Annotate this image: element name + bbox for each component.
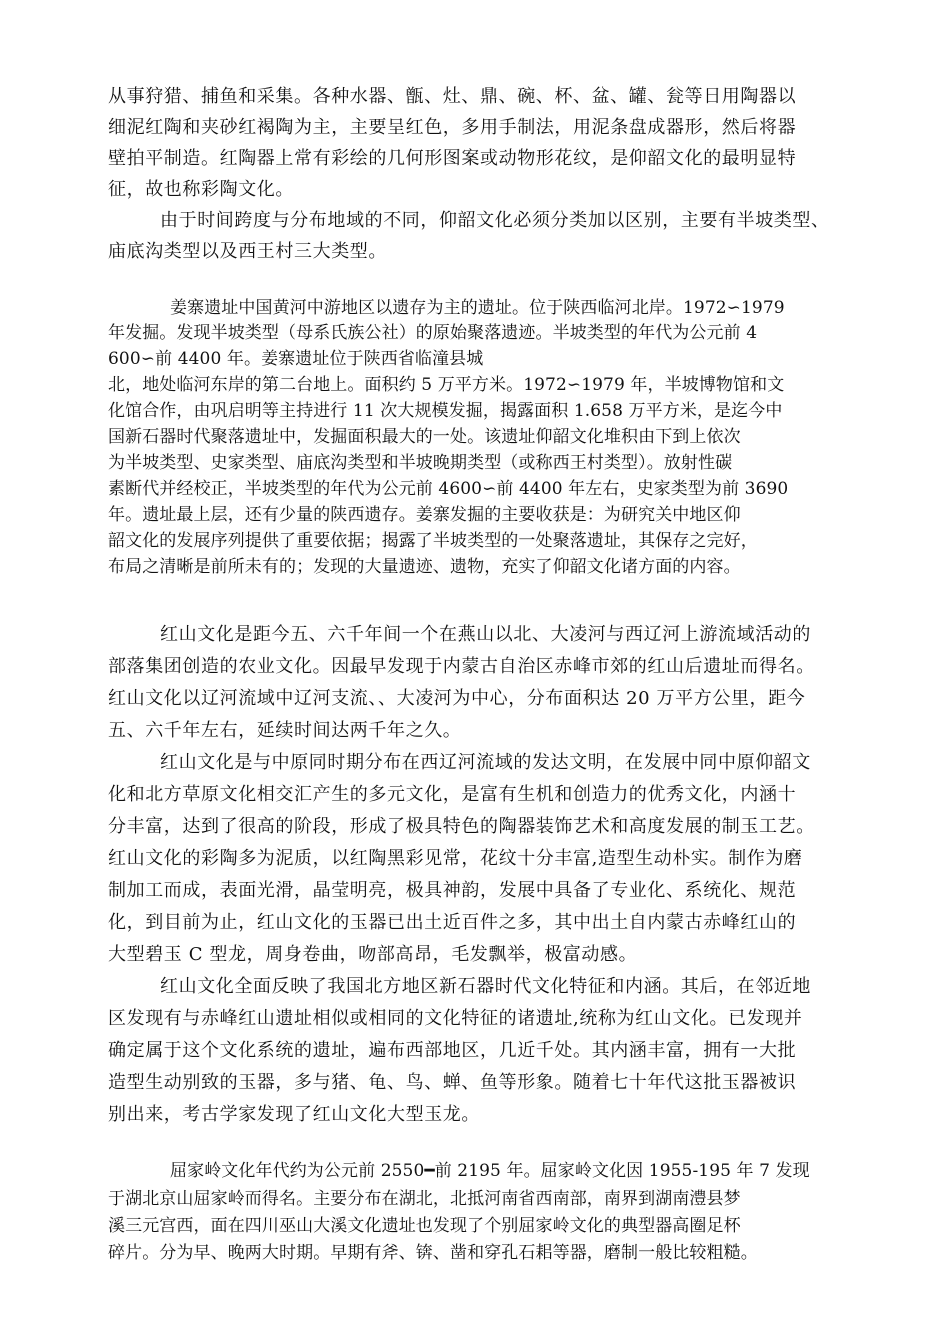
text-line: 细泥红陶和夹砂红褐陶为主，主要呈红色，多用手制法，用泥条盘成器形，然后将器 bbox=[108, 117, 797, 138]
text-line: 红山文化是与中原同时期分布在西辽河流域的发达文明，在发展中同中原仰韶文 bbox=[160, 752, 811, 773]
text-line: 确定属于这个文化系统的遗址，遍布西部地区，几近千处。其内涵丰富，拥有一大批 bbox=[108, 1040, 797, 1061]
text-line: 由于时间跨度与分布地域的不同，仰韶文化必须分类加以区别，主要有半坡类型、 bbox=[160, 210, 830, 231]
text-line: 红山文化是距今五、六千年间一个在燕山以北、大凌河与西辽河上游流域活动的 bbox=[160, 624, 811, 645]
text-line: 化，到目前为止，红山文化的玉器已出土近百件之多，其中出土自内蒙古赤峰红山的 bbox=[108, 912, 797, 933]
text-line: 溪三元宫西，面在四川巫山大溪文化遗址也发现了个别屈家岭文化的典型器高圈足杯 bbox=[108, 1216, 741, 1236]
text-line: 造型生动别致的玉器，多与猪、龟、鸟、蝉、鱼等形象。随着七十年代这批玉器被识 bbox=[108, 1072, 797, 1093]
text-line: 化和北方草原文化相交汇产生的多元文化，是富有生机和创造力的优秀文化，内涵十 bbox=[108, 784, 797, 805]
text-line: 区发现有与赤峰红山遗址相似或相同的文化特征的诸遗址,统称为红山文化。已发现并 bbox=[108, 1008, 803, 1029]
text-line: 姜寨遗址中国黄河中游地区以遗存为主的遗址。位于陕西临河北岸。1972∽1979 bbox=[170, 298, 785, 318]
text-line: 大型碧玉 C 型龙，周身卷曲，吻部高昂，毛发飘举，极富动感。 bbox=[108, 944, 638, 965]
text-line: 红山文化的彩陶多为泥质，以红陶黑彩见常，花纹十分丰富,造型生动朴实。制作为磨 bbox=[108, 848, 803, 869]
text-line: 韶文化的发展序列提供了重要依据；揭露了半坡类型的一处聚落遗址，其保存之完好， bbox=[108, 531, 758, 551]
text-line: 分丰富，达到了很高的阶段，形成了极具特色的陶器装饰艺术和高度发展的制玉工艺。 bbox=[108, 816, 815, 837]
text-line: 布局之清晰是前所未有的；发现的大量遗迹、遗物，充实了仰韶文化诸方面的内容。 bbox=[108, 557, 741, 577]
text-line: 为半坡类型、史家类型、庙底沟类型和半坡晚期类型（或称西王村类型）。放射性碳 bbox=[108, 453, 733, 473]
text-line: 化馆合作，由巩启明等主持进行 11 次大规模发掘，揭露面积 1.658 万平方米，是迄今中 bbox=[108, 401, 783, 421]
text-line: 年发掘。发现半坡类型（母系氏族公社）的原始聚落遗迹。半坡类型的年代为公元前 4 bbox=[108, 323, 758, 343]
text-line: 红山文化以辽河流域中辽河支流、、大凌河为中心，分布面积达 20 万平方公里，距今 bbox=[108, 688, 806, 709]
text-line: 五、六千年左右，延续时间达两千年之久。 bbox=[108, 720, 462, 741]
text-line: 壁拍平制造。红陶器上常有彩绘的几何形图案或动物形花纹，是仰韶文化的最明显特 bbox=[108, 148, 797, 169]
text-line: 于湖北京山屈家岭而得名。主要分布在湖北，北抵河南省西南部，南界到湖南澧县梦 bbox=[108, 1189, 741, 1209]
text-line: 600∽前 4400 年。姜寨遗址位于陕西省临潼县城 bbox=[108, 349, 484, 369]
text-line: 碎片。分为早、晚两大时期。早期有斧、锛、凿和穿孔石耜等器，磨制一般比较粗糙。 bbox=[108, 1243, 758, 1263]
text-line: 制加工而成，表面光滑，晶莹明亮，极具神韵，发展中具备了专业化、系统化、规范 bbox=[108, 880, 797, 901]
text-line: 部落集团创造的农业文化。因最早发现于内蒙古自治区赤峰市郊的红山后遗址而得名。 bbox=[108, 656, 815, 677]
text-line: 年。遗址最上层，还有少量的陕西遗存。姜寨发掘的主要收获是：为研究关中地区仰 bbox=[108, 505, 741, 525]
text-line: 从事狩猎、捕鱼和采集。各种水器、甑、灶、鼎、碗、杯、盆、罐、瓮等日用陶器以 bbox=[108, 86, 797, 107]
text-line: 北，地处临河东岸的第二台地上。面积约 5 万平方米。1972∽1979 年，半坡博物馆和文 bbox=[108, 375, 785, 395]
text-line: 素断代并经校正，半坡类型的年代为公元前 4600∽前 4400 年左右，史家类型为前 3690 bbox=[108, 479, 789, 499]
text-line: 庙底沟类型以及西王村三大类型。 bbox=[108, 241, 387, 262]
text-line: 征，故也称彩陶文化。 bbox=[108, 179, 294, 200]
text-line: 红山文化全面反映了我国北方地区新石器时代文化特征和内涵。其后，在邻近地 bbox=[160, 976, 811, 997]
text-line: 屈家岭文化年代约为公元前 2550━前 2195 年。屈家岭文化因 1955-195 年 7 发现 bbox=[170, 1161, 810, 1181]
text-line: 国新石器时代聚落遗址中，发掘面积最大的一处。该遗址仰韶文化堆积由下到上依次 bbox=[108, 427, 741, 447]
text-line: 别出来，考古学家发现了红山文化大型玉龙。 bbox=[108, 1104, 480, 1125]
